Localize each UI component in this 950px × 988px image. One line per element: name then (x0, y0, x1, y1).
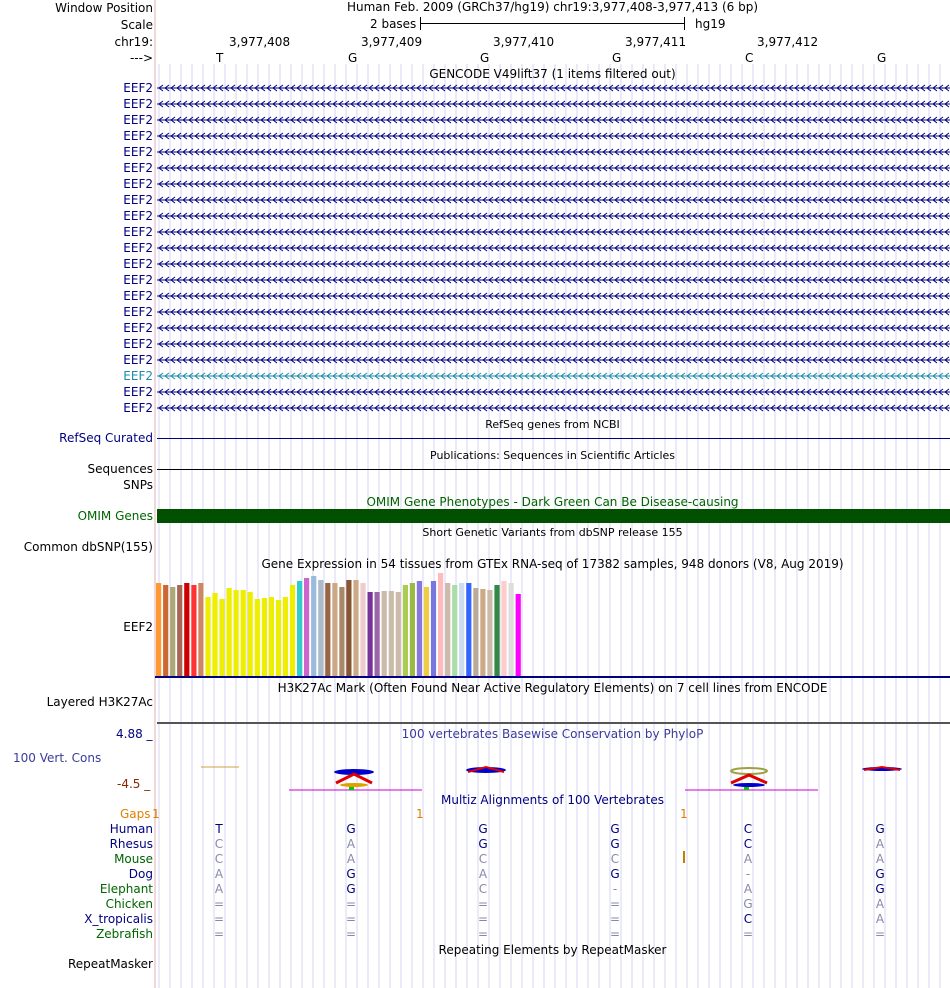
species-label[interactable]: Dog (128, 867, 153, 881)
gtex-tissue-bar[interactable] (487, 590, 492, 676)
aligned-base: = (478, 897, 489, 911)
gencode-transcript-label[interactable]: EEF2 (123, 385, 153, 399)
aligned-base: G (346, 822, 356, 836)
repeatmasker-track-title[interactable]: Repeating Elements by RepeatMasker (438, 943, 667, 957)
gencode-transcript-label[interactable]: EEF2 (123, 257, 153, 271)
aligned-base: = (478, 927, 489, 941)
sequence-logo (466, 767, 506, 773)
gtex-tissue-bar[interactable] (262, 598, 267, 676)
gencode-transcript[interactable] (157, 307, 950, 317)
gencode-transcript[interactable] (157, 291, 950, 301)
gtex-tissue-bar[interactable] (473, 588, 478, 676)
gtex-tissue-bar[interactable] (156, 583, 161, 676)
gtex-tissue-bar[interactable] (163, 585, 168, 676)
gtex-tissue-bar[interactable] (509, 583, 514, 676)
gencode-transcript-label[interactable]: EEF2 (123, 401, 153, 415)
gtex-tissue-bar[interactable] (332, 583, 337, 676)
gencode-transcript[interactable] (157, 211, 950, 221)
position-tick: 3,977,412 (757, 35, 819, 49)
gtex-tissue-bar[interactable] (431, 581, 436, 676)
gtex-tissue-bar[interactable] (353, 580, 358, 676)
gtex-tissue-bar[interactable] (452, 585, 457, 676)
sequences-line[interactable] (157, 469, 950, 470)
gtex-tissue-bar[interactable] (346, 580, 351, 676)
aligned-base: C (610, 852, 620, 866)
position-tick: 3,977,409 (361, 35, 423, 49)
aligned-base: G (875, 867, 885, 881)
gtex-tissue-bar[interactable] (198, 583, 203, 676)
aligned-base: = (743, 927, 754, 941)
gtex-tissue-bar[interactable] (466, 583, 471, 676)
gencode-transcript[interactable] (157, 131, 950, 141)
aligned-base: = (346, 912, 357, 926)
phylop-min-label: -4.5 _ (117, 777, 151, 791)
refseq-label[interactable]: RefSeq Curated (59, 431, 153, 445)
gtex-tissue-bar[interactable] (227, 588, 232, 676)
aligned-base: G (743, 897, 753, 911)
gtex-tissue-bar[interactable] (424, 587, 429, 676)
gencode-transcript[interactable] (157, 195, 950, 205)
gtex-tissue-bar[interactable] (234, 590, 239, 676)
gtex-tissue-bar[interactable] (283, 597, 288, 676)
gencode-transcript-label[interactable]: EEF2 (123, 145, 153, 159)
gtex-tissue-bar[interactable] (494, 585, 499, 676)
gencode-transcript[interactable] (157, 259, 950, 269)
gtex-tissue-bar[interactable] (290, 585, 295, 676)
aligned-base: A (214, 867, 224, 881)
species-label[interactable]: Rhesus (109, 837, 153, 851)
aligned-base: A (875, 837, 885, 851)
base-letter: G (480, 51, 490, 65)
gap-mark: 1 (152, 807, 160, 821)
base-letter: G (877, 51, 887, 65)
aligned-base: G (478, 822, 488, 836)
gtex-tissue-bar[interactable] (501, 581, 506, 676)
gtex-tissue-bar[interactable] (375, 592, 380, 676)
aligned-base: = (346, 897, 357, 911)
conservation-label[interactable]: 100 Vert. Cons (13, 751, 102, 765)
aligned-base: A (875, 897, 885, 911)
aligned-base: C (478, 852, 488, 866)
gtex-tissue-bar[interactable] (297, 581, 302, 676)
aligned-base: = (478, 912, 489, 926)
gtex-tissue-bar[interactable] (445, 583, 450, 676)
gencode-transcript[interactable] (157, 99, 950, 109)
gencode-transcript[interactable] (157, 83, 950, 93)
sequences-label[interactable]: Sequences (87, 462, 153, 476)
sequence-logo (731, 768, 767, 790)
gencode-transcript[interactable] (157, 275, 950, 285)
gtex-tissue-bar[interactable] (417, 581, 422, 676)
gencode-transcript-label[interactable]: EEF2 (123, 289, 153, 303)
gencode-transcript-label[interactable]: EEF2 (123, 353, 153, 367)
gencode-transcript-label[interactable]: EEF2 (123, 81, 153, 95)
conservation-logos[interactable] (155, 760, 950, 795)
gencode-transcript-label[interactable]: EEF2 (123, 129, 153, 143)
gencode-track-title[interactable]: GENCODE V49lift37 (1 items filtered out) (429, 67, 676, 81)
gencode-transcript[interactable] (157, 227, 950, 237)
aligned-base: C (214, 837, 224, 851)
species-label[interactable]: Elephant (99, 882, 153, 896)
gencode-transcript[interactable] (157, 115, 950, 125)
position-tick: 3,977,410 (493, 35, 555, 49)
scale-bar (420, 23, 684, 24)
gtex-tissue-bar[interactable] (480, 589, 485, 676)
aligned-base: G (875, 822, 885, 836)
gtex-tissue-bar[interactable] (389, 591, 394, 676)
gtex-tissue-bar[interactable] (205, 597, 210, 676)
gencode-transcript[interactable] (157, 339, 950, 349)
gtex-tissue-bar[interactable] (184, 583, 189, 676)
gtex-tissue-bar[interactable] (177, 585, 182, 676)
gap-mark: 1 (680, 807, 688, 821)
aligned-base: = (610, 897, 621, 911)
multiz-track-title[interactable]: Multiz Alignments of 100 Vertebrates (440, 793, 665, 807)
aligned-base: G (610, 867, 620, 881)
gtex-tissue-bar[interactable] (459, 583, 464, 676)
aligned-base: C (743, 822, 753, 836)
repeatmasker-label[interactable]: RepeatMasker (67, 957, 153, 971)
gtex-tissue-bar[interactable] (396, 592, 401, 676)
aligned-base: G (478, 837, 488, 851)
snps-label[interactable]: SNPs (123, 478, 153, 492)
strand-arrow-label[interactable]: ---> (129, 51, 153, 65)
omim-track-title[interactable]: OMIM Gene Phenotypes - Dark Green Can Be Disease-causing (366, 495, 739, 509)
gtex-tissue-bar[interactable] (318, 580, 323, 676)
aligned-base: A (214, 882, 224, 896)
h3k27ac-baseline (157, 722, 950, 724)
gencode-transcript-label[interactable]: EEF2 (123, 193, 153, 207)
aligned-base: = (875, 927, 886, 941)
base-letter: G (348, 51, 358, 65)
species-label[interactable]: Mouse (114, 852, 153, 866)
gtex-tissue-bar[interactable] (212, 593, 217, 676)
gencode-transcript-label[interactable]: EEF2 (123, 273, 153, 287)
position-tick: 3,977,408 (229, 35, 291, 49)
gencode-transcript-label[interactable]: EEF2 (123, 209, 153, 223)
gtex-tissue-bar[interactable] (410, 583, 415, 676)
chrom-label: chr19: (114, 35, 153, 49)
scale-text: 2 bases (370, 17, 417, 31)
gtex-tissue-bar[interactable] (382, 591, 387, 676)
gtex-tissue-bar[interactable] (438, 573, 443, 676)
gtex-tissue-bar[interactable] (170, 587, 175, 676)
gencode-transcript[interactable] (157, 163, 950, 173)
base-letter: C (745, 51, 754, 65)
aligned-base: = (214, 912, 225, 926)
aligned-base: G (610, 822, 620, 836)
sequence-logo (334, 769, 374, 790)
gtex-tissue-bar[interactable] (248, 592, 253, 676)
species-label[interactable]: X_tropicalis (84, 912, 153, 926)
gtex-tissue-bar[interactable] (304, 578, 309, 676)
dbsnp-label[interactable]: Common dbSNP(155) (23, 540, 153, 554)
gaps-label[interactable]: Gaps (120, 807, 151, 821)
gencode-transcript-label[interactable]: EEF2 (123, 161, 153, 175)
aligned-base: C (478, 882, 488, 896)
omim-gene-bar[interactable] (157, 509, 950, 523)
gencode-transcript-label[interactable]: EEF2 (123, 177, 153, 191)
window-position-label: Window Position (55, 1, 153, 15)
h3k27ac-track-title[interactable]: H3K27Ac Mark (Often Found Near Active Regulatory Elements) on 7 cell lines from ENCODE (277, 681, 828, 695)
gtex-tissue-bar[interactable] (219, 599, 224, 676)
gtex-tissue-bar[interactable] (255, 599, 260, 676)
gencode-transcript-label[interactable]: EEF2 (123, 321, 153, 335)
aligned-base: = (346, 927, 357, 941)
aligned-base: G (610, 837, 620, 851)
gtex-gene-label[interactable]: EEF2 (123, 620, 153, 634)
gtex-track-title[interactable]: Gene Expression in 54 tissues from GTEx RNA-seq of 17382 samples, 948 donors (V8, Aug 2019) (261, 557, 844, 571)
gtex-tissue-bar[interactable] (191, 585, 196, 676)
gencode-transcript-label[interactable]: EEF2 (123, 241, 153, 255)
gencode-transcript[interactable] (157, 403, 950, 413)
scale-db: hg19 (695, 17, 726, 31)
scale-bar-left-tick (420, 17, 421, 30)
gencode-transcript-label[interactable]: EEF2 (123, 97, 153, 111)
gencode-transcript[interactable] (157, 179, 950, 189)
assembly-position: Human Feb. 2009 (GRCh37/hg19) chr19:3,977,408-3,977,413 (6 bp) (346, 0, 759, 14)
gencode-transcript-label[interactable]: EEF2 (123, 113, 153, 127)
aligned-base: T (215, 822, 223, 836)
aligned-base: G (346, 867, 356, 881)
aligned-base: G (875, 882, 885, 896)
aligned-base: A (743, 852, 753, 866)
aligned-base: A (743, 882, 753, 896)
species-label[interactable]: Human (109, 822, 153, 836)
aligned-base: - (745, 867, 751, 881)
aligned-base: C (743, 912, 753, 926)
gtex-tissue-bar[interactable] (241, 590, 246, 676)
aligned-base: G (346, 882, 356, 896)
position-tick: 3,977,411 (625, 35, 687, 49)
gtex-tissue-bar[interactable] (269, 597, 274, 676)
aligned-base: C (214, 852, 224, 866)
omim-label[interactable]: OMIM Genes (77, 509, 153, 523)
gencode-transcript-label[interactable]: EEF2 (123, 225, 153, 239)
dbsnp-track-title[interactable]: Short Genetic Variants from dbSNP release 155 (422, 526, 683, 539)
sequences-track-title[interactable]: Publications: Sequences in Scientific Articles (430, 449, 675, 462)
gencode-transcript[interactable] (157, 355, 950, 365)
base-letter: T (216, 51, 224, 65)
aligned-base: C (743, 837, 753, 851)
refseq-track-title[interactable]: RefSeq genes from NCBI (485, 418, 620, 431)
gtex-tissue-bar[interactable] (360, 583, 365, 676)
h3k27ac-label[interactable]: Layered H3K27Ac (46, 695, 153, 709)
gtex-tissue-bar[interactable] (339, 587, 344, 676)
gencode-transcript-label[interactable]: EEF2 (123, 369, 153, 383)
gtex-tissue-bar[interactable] (276, 600, 281, 676)
sequence-logo (862, 767, 902, 771)
species-label[interactable]: Zebrafish (96, 927, 153, 941)
gtex-tissue-bar[interactable] (368, 592, 373, 676)
scale-label: Scale (120, 18, 153, 32)
gencode-transcript-label[interactable]: EEF2 (123, 305, 153, 319)
scale-bar-right-tick (684, 17, 685, 30)
gtex-tissue-bar[interactable] (325, 583, 330, 676)
aligned-base: = (610, 912, 621, 926)
gencode-transcript[interactable] (157, 243, 950, 253)
species-label[interactable]: Chicken (105, 897, 153, 911)
aligned-base: - (612, 882, 618, 896)
aligned-base: = (214, 927, 225, 941)
aligned-base: A (875, 852, 885, 866)
phylop-max-label: 4.88 _ (116, 727, 153, 741)
gap-mark: 1 (416, 807, 424, 821)
aligned-base: A (346, 837, 356, 851)
aligned-base: = (214, 897, 225, 911)
phylop-track-title[interactable]: 100 vertebrates Basewise Conservation by PhyloP (401, 727, 704, 741)
gtex-tissue-bar[interactable] (516, 594, 521, 676)
refseq-gene-line[interactable] (157, 438, 950, 439)
aligned-base: A (346, 852, 356, 866)
gtex-tissue-bar[interactable] (403, 585, 408, 676)
gtex-tissue-bar[interactable] (311, 576, 316, 676)
gencode-transcript[interactable] (157, 147, 950, 157)
gtex-bar-chart[interactable] (155, 570, 950, 680)
aligned-base: = (610, 927, 621, 941)
gencode-transcript[interactable] (157, 323, 950, 333)
aligned-base: A (875, 912, 885, 926)
aligned-base: A (478, 867, 488, 881)
base-letter: G (612, 51, 622, 65)
insertion-mark (683, 851, 685, 863)
gencode-transcript[interactable] (157, 371, 950, 381)
gencode-transcript-label[interactable]: EEF2 (123, 337, 153, 351)
gencode-transcript[interactable] (157, 387, 950, 397)
